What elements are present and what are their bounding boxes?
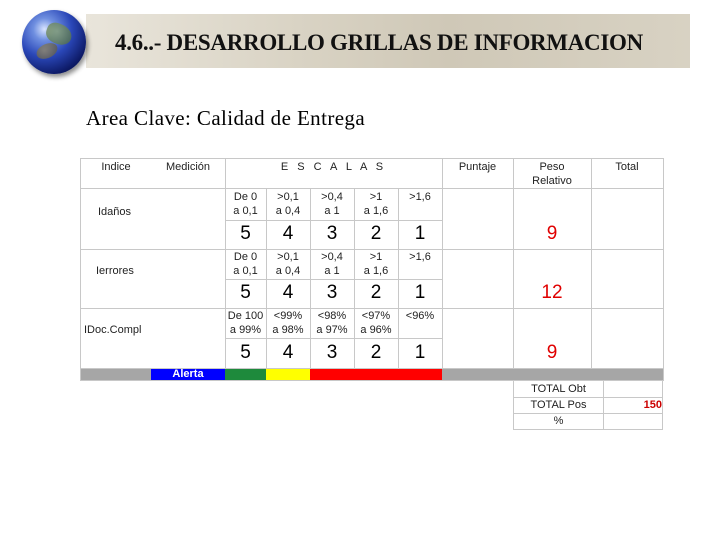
- score-cell: 2: [370, 342, 382, 363]
- header-total: Total: [615, 161, 639, 173]
- area-title: Area Clave: Calidad de Entrega: [86, 106, 366, 130]
- header-medicion: Medición: [165, 161, 211, 173]
- alert-label: Alerta: [151, 369, 225, 380]
- range-cell: >1 a 1,6: [363, 251, 389, 277]
- header-puntaje: Puntaje: [458, 161, 497, 173]
- score-cell: 1: [414, 223, 426, 244]
- header-peso-relativo: Peso Relativo: [532, 161, 572, 187]
- header-escalas: E S C A L A S: [280, 161, 387, 173]
- total-percent-row: %: [553, 415, 564, 427]
- indicator-label: Idaños: [98, 206, 132, 218]
- alert-yellow: [266, 369, 310, 380]
- range-cell: >1 a 1,6: [363, 191, 389, 217]
- score-cell: 4: [282, 342, 294, 363]
- total-obtained-row: TOTAL Obt: [531, 383, 586, 395]
- indicator-label: IDoc.Compl: [84, 324, 142, 336]
- alert-red: [310, 369, 442, 380]
- alert-green: [225, 369, 266, 380]
- alert-filler: [442, 369, 663, 380]
- score-cell: 4: [282, 223, 294, 244]
- total-possible-row: TOTAL Pos 150: [530, 399, 662, 411]
- score-cell: 3: [326, 282, 338, 303]
- score-cell: 1: [414, 282, 426, 303]
- peso-value: 9: [546, 342, 558, 363]
- scales-grid: [80, 158, 664, 381]
- score-cell: 4: [282, 282, 294, 303]
- peso-value: 9: [546, 223, 558, 244]
- range-cell: De 100 a 99%: [227, 310, 264, 336]
- range-cell: De 0 a 0,1: [233, 191, 258, 217]
- score-cell: 3: [326, 223, 338, 244]
- score-cell: 1: [414, 342, 426, 363]
- range-cell: >0,4 a 1: [321, 251, 343, 277]
- peso-value: 12: [541, 282, 563, 303]
- range-cell: <96%: [405, 310, 435, 322]
- range-cell: <97% a 96%: [360, 310, 392, 336]
- range-cell: >0,4 a 1: [321, 191, 343, 217]
- totals-box: [513, 380, 663, 430]
- range-cell: >0,1 a 0,4: [275, 251, 301, 277]
- score-cell: 2: [370, 282, 382, 303]
- range-cell: >1,6: [409, 251, 431, 263]
- page-title: 4.6..- DESARROLLO GRILLAS DE INFORMACION: [115, 30, 643, 55]
- score-cell: 5: [240, 342, 251, 363]
- score-cell: 5: [240, 282, 251, 303]
- range-cell: >1,6: [409, 191, 431, 203]
- indicator-label: Ierrores: [96, 265, 134, 277]
- score-cell: 3: [326, 342, 338, 363]
- score-cell: 2: [370, 223, 382, 244]
- score-cell: 5: [240, 223, 251, 244]
- header-indice: Indice: [101, 161, 131, 173]
- range-cell: De 0 a 0,1: [233, 251, 258, 277]
- range-cell: >0,1 a 0,4: [275, 191, 301, 217]
- range-cell: <99% a 98%: [272, 310, 304, 336]
- alert-filler: [81, 369, 151, 380]
- range-cell: <98% a 97%: [316, 310, 348, 336]
- globe-icon: [22, 10, 86, 74]
